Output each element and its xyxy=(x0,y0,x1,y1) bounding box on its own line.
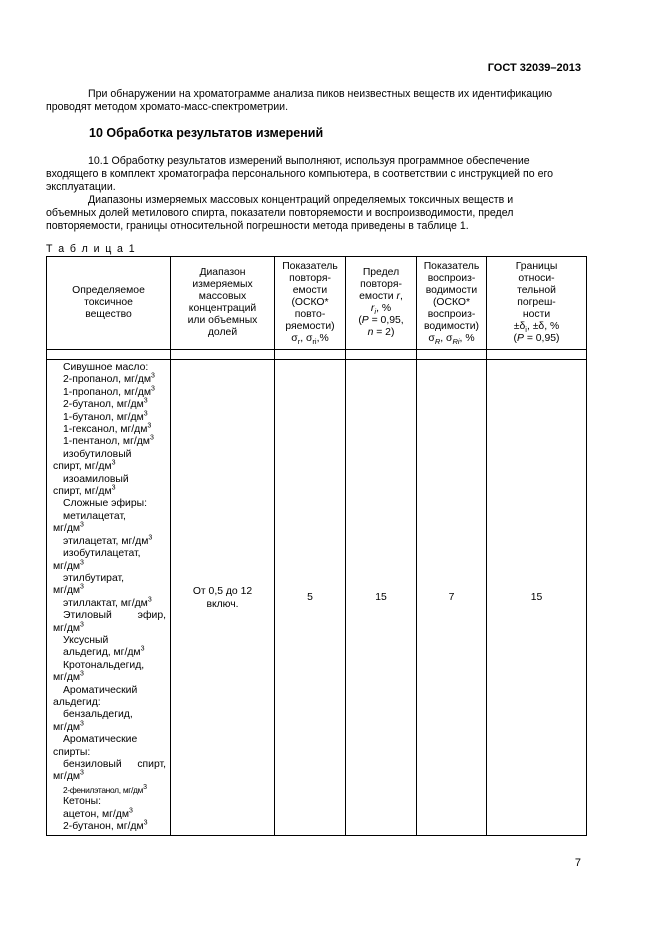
header-repeatability: Показатель повторя- емости (ОСКО* повто- ряемости) $\sigma_r$, $\sigma_{ri},\%$ xyxy=(275,257,346,350)
substance-item: альдегид, $мг/дм^3$ xyxy=(63,645,145,659)
substance-item: $мг/дм^3$ xyxy=(53,670,84,684)
substance-item: $мг/дм^3$ xyxy=(53,769,84,783)
substance-list xyxy=(47,360,171,836)
table-spacer-row xyxy=(47,350,587,360)
table-row xyxy=(47,360,587,836)
section-title: 10 Обработка результатов измерений xyxy=(89,126,324,140)
substance-item: бензальдегид, xyxy=(63,709,133,721)
substance-item: Ароматический xyxy=(63,684,138,696)
paragraph-line: 10.1 Обработку результатов измерений выполняют, используя программное обеспечение xyxy=(88,155,530,167)
substance-item: $мг/дм^3$ xyxy=(53,621,84,634)
repeatability-limit-cell: 15 xyxy=(346,360,417,836)
header-repeatability-limit: Предел повторя- емости r, $r_i$, % (P = 0,95, n = 2) xyxy=(346,257,417,350)
paragraph-line: При обнаружении на хроматограмме анализа пиков неизвестных веществ их идентификацию xyxy=(88,88,553,100)
substance-item: изоамиловый xyxy=(63,473,129,485)
paragraph-line: входящего в комплект хроматографа персонального компьютера, в соответствии с инструкцией по его xyxy=(46,168,554,181)
paragraph-10-1 xyxy=(46,155,584,195)
substance-item: спирт, $мг/дм^3$ xyxy=(53,459,116,473)
standard-number: ГОСТ 32039–2013 xyxy=(487,62,581,74)
substance-item: Сложные эфиры: xyxy=(63,498,147,510)
substance-item: Этиловый эфир, xyxy=(63,610,166,622)
substance-item: $мг/дм^3$ xyxy=(53,559,84,572)
substance-item: метилацетат, xyxy=(63,510,126,522)
substance-item: альдегид: xyxy=(53,696,101,708)
paragraph-line: проводят методом хромато-масс-спектрометрии. xyxy=(46,101,289,114)
substance-item: Уксусный xyxy=(63,634,109,646)
substance-item: $мг/дм^3$ xyxy=(53,720,84,733)
header-reproducibility: Показатель воспроиз- водимости (ОСКО* воспроиз- водимости) $\sigma_R$, $\sigma_{Ri}$, % xyxy=(417,257,487,350)
paragraph-line: объемных долей метилового спирта, показатели повторяемости и воспроизводимости, предел xyxy=(46,207,514,220)
substance-item: 2-бутанол, $мг/дм^3$ xyxy=(63,397,148,411)
paragraph-line: эксплуатации. xyxy=(46,181,116,194)
substance-item: Ароматические xyxy=(63,734,138,746)
substance-item: 2-фенилэтанол, $мг/дм^3$ xyxy=(63,784,147,795)
substance-item: Сивушное масло: xyxy=(63,362,149,373)
substance-item: 1-пропанол, $мг/дм^3$ xyxy=(63,385,155,398)
header-range: Диапазон измеряемых массовых концентраций или объемных долей xyxy=(171,257,275,350)
substance-item: изобутиловый xyxy=(63,448,132,460)
substance-item: этилацетат, $мг/дм^3$ xyxy=(63,534,153,547)
paragraph-line: повторяемости, границы относительной погрешности метода приведены в таблице 1. xyxy=(46,220,469,233)
substance-item: 1-пентанол, $мг/дм^3$ xyxy=(63,434,154,448)
paragraph-line: Диапазоны измеряемых массовых концентраций определяемых токсичных веществ и xyxy=(88,194,514,206)
table-header-row xyxy=(47,257,587,350)
table-label: Т а б л и ц а 1 xyxy=(46,243,136,255)
substance-item: $мг/дм^3$ xyxy=(53,521,84,535)
paragraph-ranges xyxy=(46,194,584,234)
reproducibility-cell: 7 xyxy=(417,360,487,836)
substance-item: 2-бутанон, $мг/дм^3$ xyxy=(63,819,148,833)
substance-item: $мг/дм^3$ xyxy=(53,583,84,597)
substance-item: 1-бутанол, $мг/дм^3$ xyxy=(63,410,148,423)
substance-item: 2-пропанол, $мг/дм^3$ xyxy=(63,372,155,386)
substance-item: бензиловый спирт, xyxy=(63,759,166,770)
page-number: 7 xyxy=(574,857,581,869)
substance-item: Кетоны: xyxy=(63,796,102,808)
substance-item: этилбутират, xyxy=(63,572,125,584)
header-substance: Определяемое токсичное вещество xyxy=(47,257,171,350)
substance-item: Кротональдегид, xyxy=(63,659,145,671)
results-table xyxy=(46,256,587,836)
repeatability-cell: 5 xyxy=(275,360,346,836)
substance-item: изобутилацетат, xyxy=(63,548,141,560)
substance-item: 1-гексанол, $мг/дм^3$ xyxy=(63,422,152,436)
header-error-bounds: Границы относи- тельной погреш- ности $\pm\delta_i$, ±δ, % (P = 0,95) xyxy=(487,257,587,350)
substance-item: спирты: xyxy=(53,746,91,758)
substance-item: ацетон, $мг/дм^3$ xyxy=(63,807,133,820)
error-bounds-cell: 15 xyxy=(487,360,587,836)
substance-item: этиллактат, $мг/дм^3$ xyxy=(63,596,152,609)
range-cell: От 0,5 до 12 включ. xyxy=(171,360,275,836)
substance-item: спирт, $мг/дм^3$ xyxy=(53,484,116,498)
intro-paragraph xyxy=(46,88,584,114)
